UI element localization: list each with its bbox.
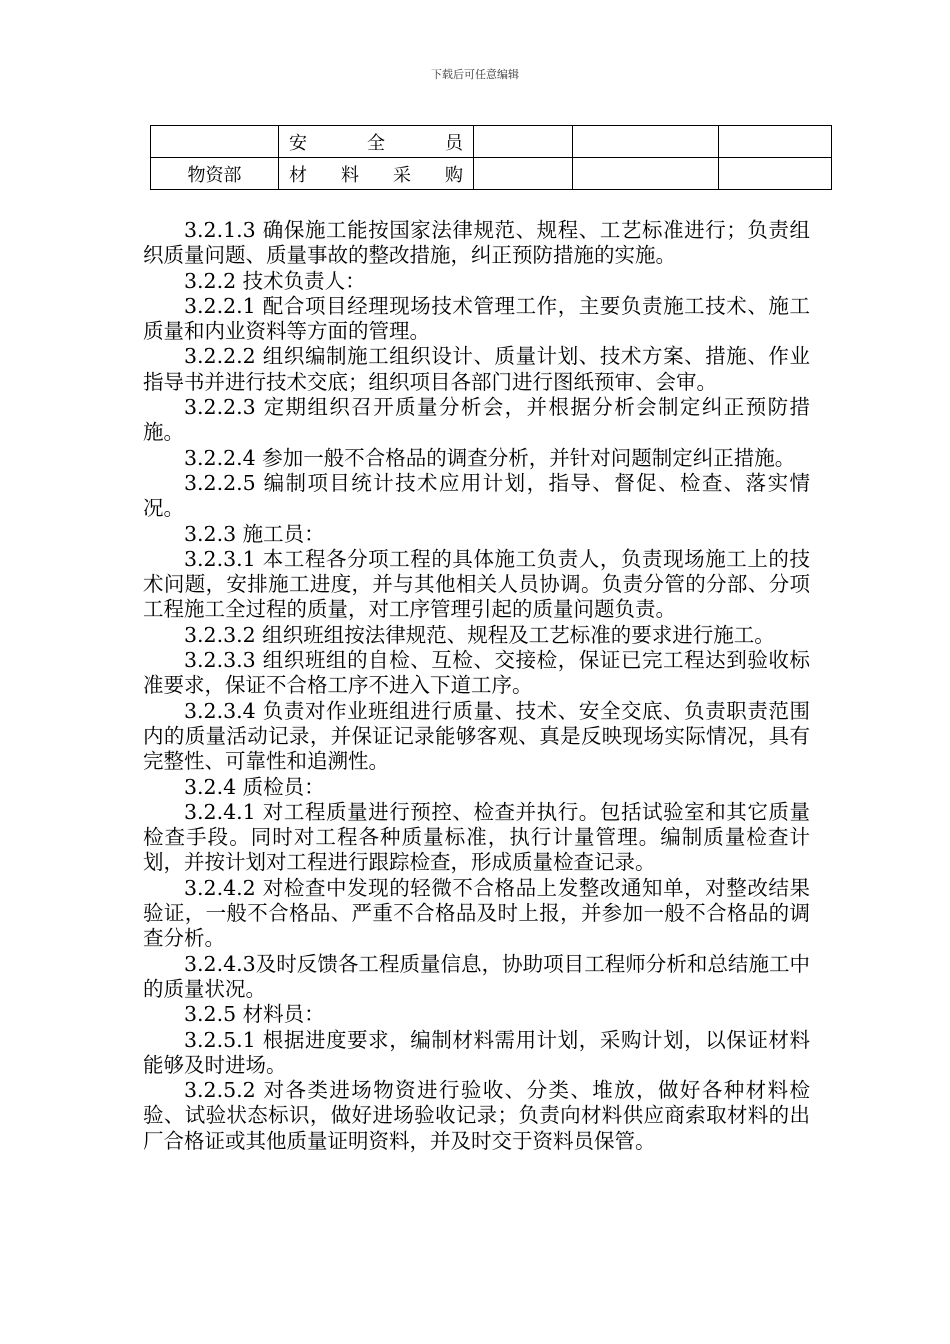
section-heading: 3.2.2 技术负责人： [184, 268, 366, 293]
role-char: 全 [367, 132, 385, 154]
paragraph: 3.2.3.4 负责对作业班组进行质量、技术、安全交底、负责职责范围内的质量活动记录，并保证记录能够客观、真是反映现场实际情况，具有完整性、可靠性和追溯性。 [143, 698, 810, 774]
paragraph: 3.2.5.1 根据进度要求，编制材料需用计划，采购计划，以保证材料能够及时进场。 [143, 1027, 810, 1077]
paragraph: 3.2.4.3及时反馈各工程质量信息，协助项目工程师分析和总结施工中的质量状况。 [143, 951, 810, 1001]
paragraph: 3.2.1.3 确保施工能按国家法律规范、规程、工艺标准进行；负责组织质量问题、质量事故的整改措施，纠正预防措施的实施。 [143, 218, 810, 268]
section-heading: 3.2.5 材料员： [184, 1002, 325, 1027]
empty-cell [719, 126, 832, 158]
empty-cell [719, 158, 832, 190]
role-char: 安 [289, 132, 307, 154]
paragraph: 3.2.5.2 对各类进场物资进行验收、分类、堆放，做好各种材料检验、试验状态标识，做好进场验收记录；负责向材料供应商索取材料的出厂合格证或其他质量证明资料，并及时交于资料员保管。 [143, 1078, 810, 1153]
document-body [143, 218, 810, 1154]
paragraph: 3.2.2.4 参加一般不合格品的调查分析，并针对问题制定纠正措施。 [184, 445, 796, 470]
paragraph: 3.2.3.2 组织班组按法律规范、规程及工艺标准的要求进行施工。 [184, 622, 775, 647]
empty-cell [474, 158, 573, 190]
paragraph: 3.2.3.3 组织班组的自检、互检、交接检，保证已完工程达到验收标准要求，保证不合格工序不进入下道工序。 [143, 648, 810, 698]
empty-cell [474, 126, 573, 158]
empty-cell [573, 158, 719, 190]
paragraph: 3.2.2.5 编制项目统计技术应用计划，指导、督促、检查、落实情况。 [143, 470, 810, 521]
section-heading: 3.2.4 质检员： [184, 774, 325, 799]
paragraph: 3.2.3.1 本工程各分项工程的具体施工负责人，负责现场施工上的技术问题，安排施工进度，并与其他相关人员协调。负责分管的分部、分项工程施工全过程的质量，对工序管理引起的质量问题负责。 [143, 546, 810, 622]
role-char: 购 [445, 164, 463, 186]
role-cell [279, 126, 474, 158]
dept-cell [151, 126, 279, 158]
paragraph: 3.2.4.2 对检查中发现的轻微不合格品上发整改通知单，对整改结果验证，一般不合格品、严重不合格品及时上报，并参加一般不合格品的调查分析。 [143, 875, 810, 951]
table-row [151, 158, 832, 190]
role-char: 采 [393, 164, 411, 186]
paragraph: 3.2.4.1 对工程质量进行预控、检查并执行。包括试验室和其它质量检查手段。同时对工程各种质量标准，执行计量管理。编制质量检查计划，并按计划对工程进行跟踪检查，形成质量检查记录。 [143, 799, 810, 875]
page-header-note: 下载后可任意编辑 [431, 68, 519, 81]
role-cell [279, 158, 474, 190]
role-char: 材 [289, 164, 307, 186]
role-table [150, 125, 832, 190]
section-heading: 3.2.3 施工员： [184, 521, 325, 546]
dept-cell: 物资部 [151, 158, 279, 190]
paragraph: 3.2.2.3 定期组织召开质量分析会，并根据分析会制定纠正预防措施。 [143, 395, 810, 445]
role-char: 员 [445, 132, 463, 154]
role-char: 料 [341, 164, 359, 186]
table-row [151, 126, 832, 158]
paragraph: 3.2.2.2 组织编制施工组织设计、质量计划、技术方案、措施、作业指导书并进行技术交底；组织项目各部门进行图纸预审、会审。 [143, 344, 810, 394]
empty-cell [573, 126, 719, 158]
paragraph: 3.2.2.1 配合项目经理现场技术管理工作，主要负责施工技术、施工质量和内业资料等方面的管理。 [143, 293, 810, 344]
